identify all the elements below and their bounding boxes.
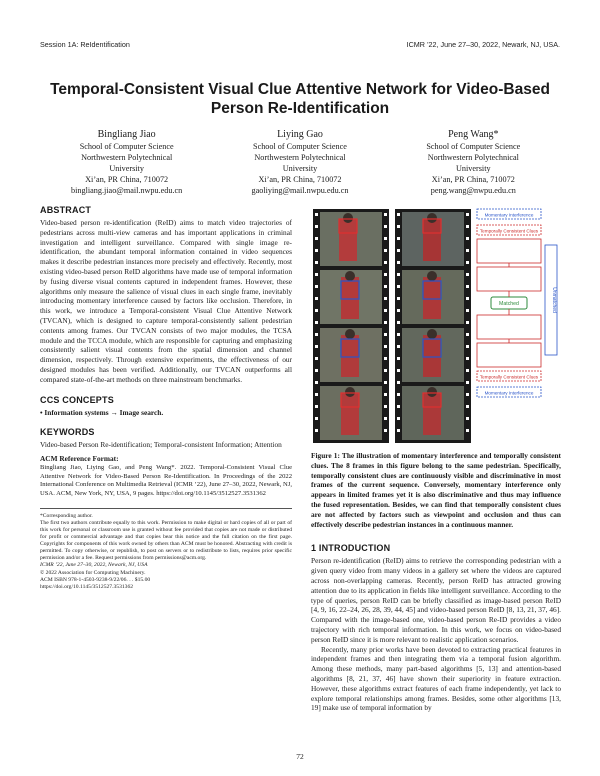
author-2 [220,128,380,196]
abstract-text: Video-based person re-identification (ReID) aims to match video trajectories of pedestrians across multi-view cameras and has important applications in criminal investigation and intelligent surveillance. Compared with single image re-identification, the abundant temporal information contained in video sequences makes it describe pedestrian instances more precisely and effectively. Recently, most existing video-based person ReID algorithms have made use of temporal information by fusing diverse visual contents captured in independent frames. However, these algorithms only measure the salience of visual clues in each single frame, inevitably introducing momentary interference caused by factors like occlusion. Therefore, in this work, we introduce a Temporal-consistent Visual Clue Attentive Network (TVCAN), which is designed to capture temporal-consistently salient pedestrian contents among frames. Our TVCAN consists of two major modules, the TCSA module and the TCCA module, which are responsible for capturing and emphasizing consistently salient visual contents from the spatial dimension and channel dimension, respectively. Through extensive experiments, the effectiveness of our designed modules has been verified. Additionally, our TVCAN outperforms all compared state-of-the-art methods on three mainstream benchmarks. [40,218,292,384]
author-name: Bingliang Jiao [97,129,156,140]
author-loc: Xi’an, PR China, 710072 [85,175,169,184]
ccs-heading: CCS CONCEPTS [40,394,114,405]
frame-7 [320,386,382,440]
ccs-text: • Information systems → Image search. [40,407,164,417]
intro-paragraph-2: Recently, many prior works have been devoted to extracting practical features in independent frames and then integrating them via a temporal fusion algorithm. Among these methods, many part-based algorithms [5, 13] and attention-based algorithms [8, 21, 37, 46] have shown their superiority in feature extraction. However, these algorithms extract features of each frame independently, yet lack to explore temporal relationships among frames. Besides, some other algorithms [13, 19] make use of temporal information by [311,644,561,713]
keywords-heading: KEYWORDS [40,427,95,438]
footnote-doi[interactable]: https://doi.org/10.1145/3512527.3531362 [40,583,134,590]
unmatched-label: Unmatched [551,287,557,313]
author-email[interactable]: gaoliying@mail.nwpu.edu.cn [251,186,349,195]
frame-6 [402,328,464,382]
running-header-right: ICMR ’22, June 27–30, 2022, Newark, NJ, USA. [406,40,560,49]
paper-title: Temporal-Consistent Visual Clue Attentive Network for Video-Based Person Re-Identification [50,81,550,117]
author-inst: Northwestern Polytechnical [427,153,519,162]
intro-paragraph-1: Person re-identification (ReID) aims to retrieve the corresponding pedestrian with a given query video from many videos in a gallery set where the videos are captured across non-overlapping cameras. Recently, person ReID has attracted growing attention due to its application in fields like intelligent surveillance. According to the type of queries, person ReID can be briefly classified as image-based person ReID [4, 9, 16, 22–24, 26, 28, 39, 44, 45] and video-based person ReID [8, 13, 21, 37, 46]. Compared with the image-based one, video-based person Re-ID provides a video trajectory with rich temporal information. In this work, we focus on video-based person ReID since it is more relevant to realistic application scenarios. [311,556,561,644]
consistent-bottom-label: Temporally Consistent Clues [479,374,539,380]
frame-1 [320,212,382,266]
author-inst2: University [282,164,318,173]
clue-diagram [477,209,557,397]
introduction-section [311,543,561,713]
frame-4 [402,270,464,324]
author-email[interactable]: peng.wang@nwpu.edu.cn [430,186,516,195]
author-1 [47,128,207,196]
right-column [311,205,561,713]
footnote-permission: The first two authors contribute equally to this work. Permission to make digital or hard copies of all or part of this work for personal or classroom use is granted without fee provided that copies are not made or distributed for profit or commercial advantage and that copies bear this notice and the full citation on the first page. Copyrights for components of this work owned by others than ACM must be honored. Abstracting with credit is permitted. To copy otherwise, or republish, to post on servers or to redistribute to lists, requires prior specific permission and/or a fee. Request permissions from permissions@acm.org. [40,519,292,562]
author-name: Peng Wang* [448,129,499,140]
momentary-top-label: Momentary Interference [484,212,534,218]
figure-1-caption [311,451,561,529]
consistent-top-label: Temporally Consistent Clues [479,228,539,234]
author-dept: School of Computer Science [253,142,347,151]
frame-grid [313,209,471,443]
footnote-block [40,513,292,591]
acm-ref-section [40,454,292,499]
keywords-section [40,427,292,450]
abstract-heading: ABSTRACT [40,205,92,215]
author-loc: Xi’an, PR China, 710072 [431,175,515,184]
footnote-isbn: ACM ISBN 978-1-4503-9238-9/22/06. . . $15.00 [40,576,151,583]
ccs-section [40,395,292,418]
author-dept: School of Computer Science [79,142,174,151]
footnote-divider [40,508,292,509]
page-number: 72 [296,752,304,761]
author-email[interactable]: bingliang.jiao@mail.nwpu.edu.cn [71,186,183,195]
author-inst: Northwestern Polytechnical [81,153,173,162]
frame-5 [320,328,382,382]
author-loc: Xi’an, PR China, 710072 [258,175,342,184]
author-inst2: University [456,164,491,173]
frame-2 [402,212,464,266]
acm-ref-heading: ACM Reference Format: [40,454,119,464]
author-dept: School of Computer Science [426,142,521,151]
author-name: Liying Gao [277,129,323,140]
footnote-corresponding: *Corresponding author. [40,512,93,519]
figure-1-illustration [311,205,561,445]
figure-1-caption-text: The illustration of momentary interference and temporally consistent clues. The 8 frames in this figure belong to the same pedestrian. Specifically, temporally consistent clues are continuously visible and discriminative in most frames of the current sequence. Conversely, momentary interference only appears in limited frames yet it is also discriminative and thus may influence the fused representation. Besides, we can find that temporally consistent clues are not affected by factors such as viewpoint and occlusion and thus can effectively describe pedestrian instances in a continuous manner. [311,451,562,529]
author-inst: Northwestern Polytechnical [254,153,346,162]
keywords-text: Video-based Person Re-identification; Temporal-consistent Information; Attention [40,440,282,450]
left-column [40,205,292,591]
frame-8 [402,386,464,440]
acm-ref-text: Bingliang Jiao, Liying Gao, and Peng Wang*. 2022. Temporal-Consistent Visual Clue Attentive Network for Video-Based Person Re-Identification. In Proceedings of the 2022 International Conference on Multimedia Retrieval (ICMR ’22), June 27–30, 2022, Newark, NJ, USA. ACM, New York, NY, USA, 9 pages. https://doi.org/10.1145/3512527.3531362 [40,463,292,498]
running-header-left: Session 1A: ReIdentification [40,40,130,49]
abstract-section [40,205,292,385]
frame-3 [320,270,382,324]
footnote-copyright: © 2022 Association for Computing Machinery. [40,569,146,576]
author-inst2: University [109,164,144,173]
matched-label: Matched [499,301,519,307]
figure-1 [311,205,561,445]
author-block [40,128,560,196]
footnote-conf: ICMR ’22, June 27–30, 2022, Newark, NJ, USA [40,562,148,569]
author-3 [393,128,553,196]
figure-1-caption-label: Figure 1: [311,451,340,460]
intro-heading: 1 INTRODUCTION [311,543,391,554]
momentary-bottom-label: Momentary Interference [484,390,534,396]
